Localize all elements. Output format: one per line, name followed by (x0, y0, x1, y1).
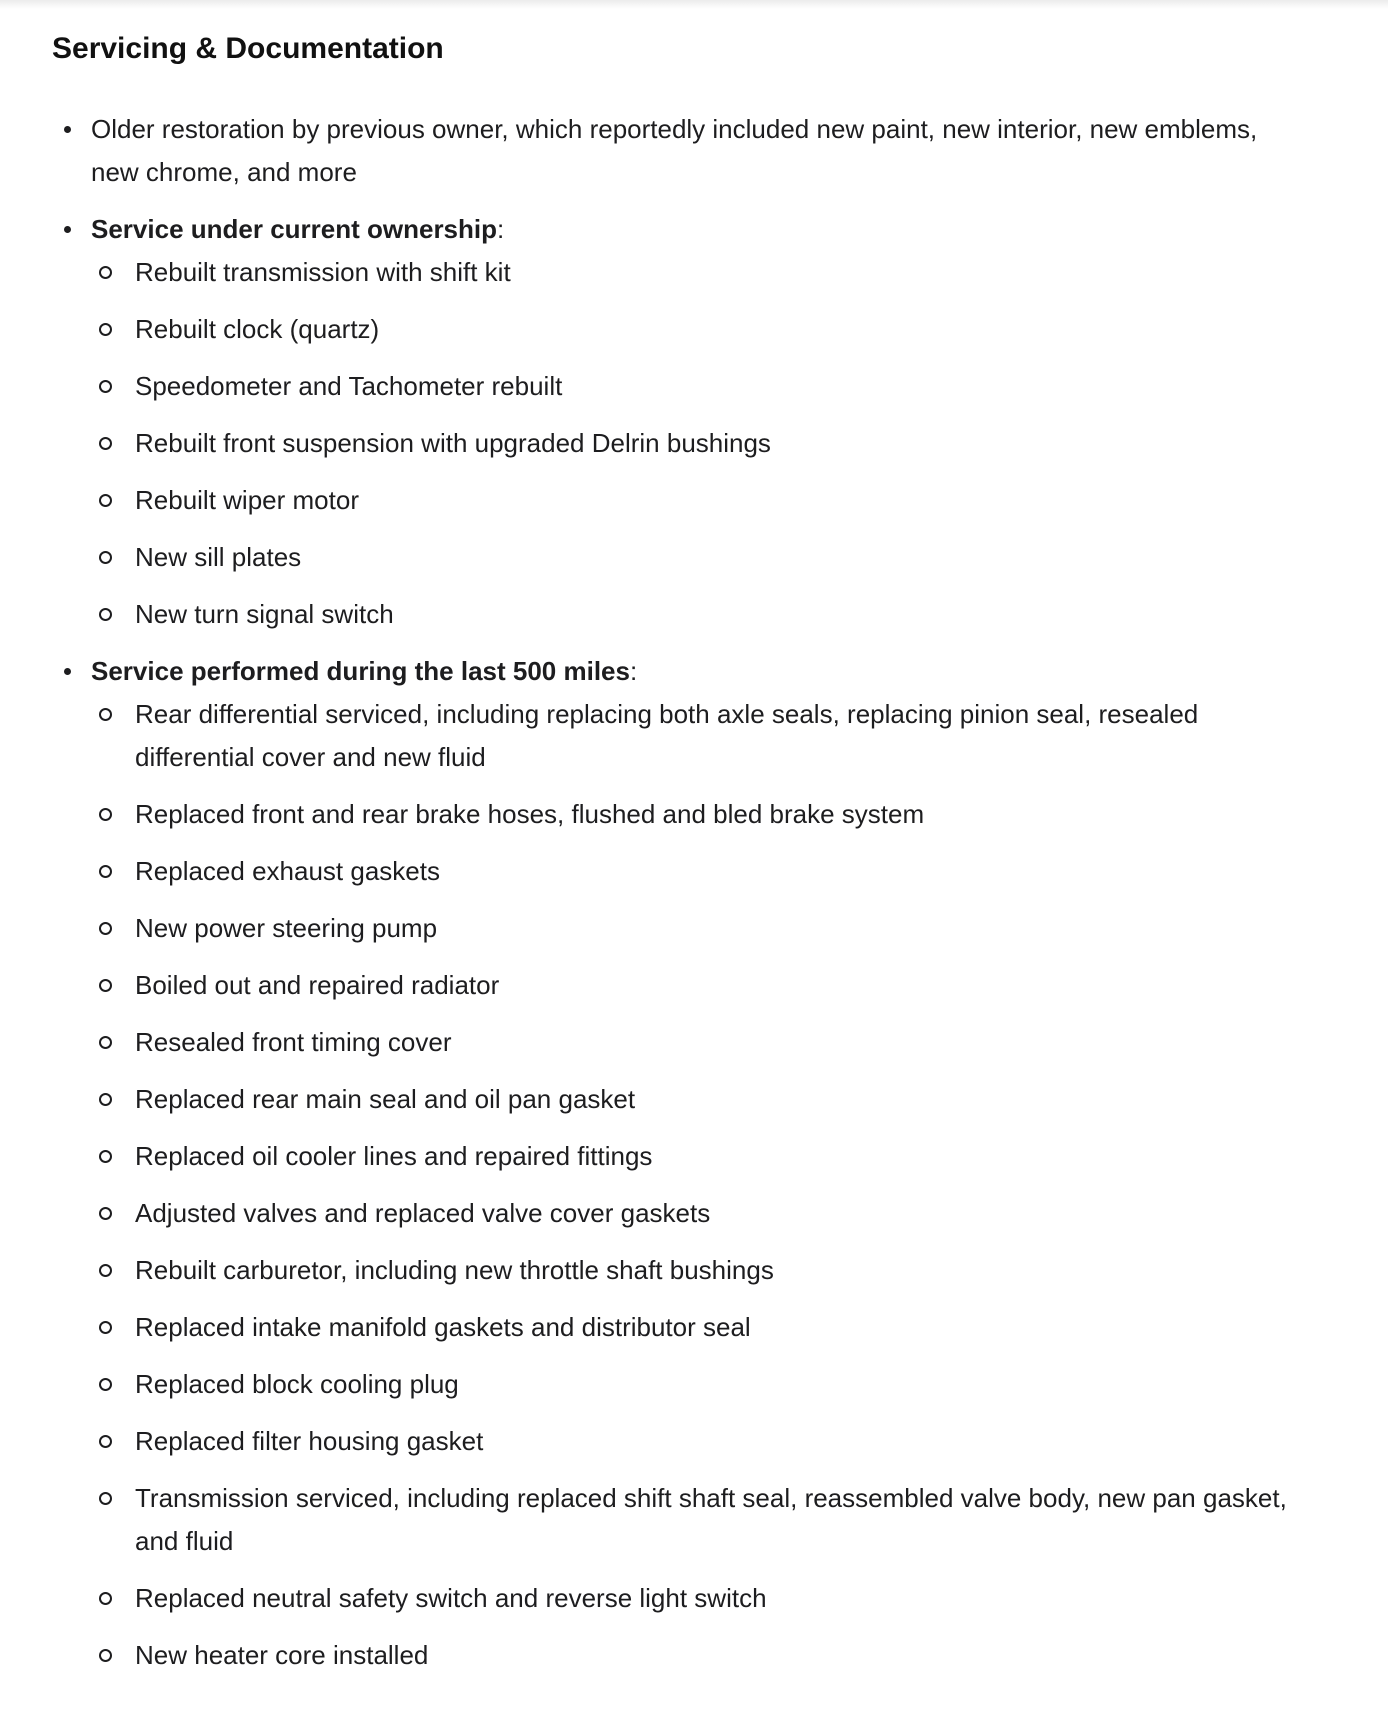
list-item: Rebuilt front suspension with upgraded Delrin bushings (91, 422, 1300, 465)
list-item: Replaced front and rear brake hoses, flushed and bled brake system (91, 793, 1300, 836)
list-item: Replaced intake manifold gaskets and distributor seal (91, 1306, 1300, 1349)
list-item: Rebuilt carburetor, including new throttle shaft bushings (91, 1249, 1300, 1292)
list-item-restoration: Older restoration by previous owner, which reportedly included new paint, new interior, new emblems, new chrome, and more (52, 108, 1300, 194)
list-item: Replaced block cooling plug (91, 1363, 1300, 1406)
list-item: Rebuilt transmission with shift kit (91, 251, 1300, 294)
list-item: Boiled out and repaired radiator (91, 964, 1300, 1007)
list-item: Rear differential serviced, including replacing both axle seals, replacing pinion seal, resealed differential cover and new fluid (91, 693, 1300, 779)
last-500-miles-sublist (91, 693, 1300, 1677)
current-ownership-heading-colon: : (497, 214, 505, 244)
section-title: Servicing & Documentation (52, 32, 444, 65)
list-item: Rebuilt clock (quartz) (91, 308, 1300, 351)
list-item: Rebuilt wiper motor (91, 479, 1300, 522)
list-item: New heater core installed (91, 1634, 1300, 1677)
list-item: Replaced neutral safety switch and reverse light switch (91, 1577, 1300, 1620)
list-item: New sill plates (91, 536, 1300, 579)
list-item: Replaced oil cooler lines and repaired fittings (91, 1135, 1300, 1178)
current-ownership-heading: Service under current ownership (91, 214, 498, 244)
servicing-list (52, 108, 1300, 1677)
list-item: Speedometer and Tachometer rebuilt (91, 365, 1300, 408)
last-500-miles-heading-colon: : (629, 656, 638, 686)
list-item-current-ownership (52, 208, 1300, 636)
list-item-last-500-miles (52, 650, 1300, 1677)
list-item: New turn signal switch (91, 593, 1300, 636)
list-item: Replaced filter housing gasket (91, 1420, 1300, 1463)
list-item: Transmission serviced, including replaced shift shaft seal, reassembled valve body, new pan gasket, and fluid (91, 1477, 1300, 1563)
list-item: Replaced exhaust gaskets (91, 850, 1300, 893)
list-item: Replaced rear main seal and oil pan gasket (91, 1078, 1300, 1121)
list-item: Resealed front timing cover (91, 1021, 1300, 1064)
list-item: Adjusted valves and replaced valve cover gaskets (91, 1192, 1300, 1235)
current-ownership-sublist (91, 251, 1300, 636)
list-item: New power steering pump (91, 907, 1300, 950)
last-500-miles-heading: Service performed during the last 500 miles (91, 656, 630, 686)
